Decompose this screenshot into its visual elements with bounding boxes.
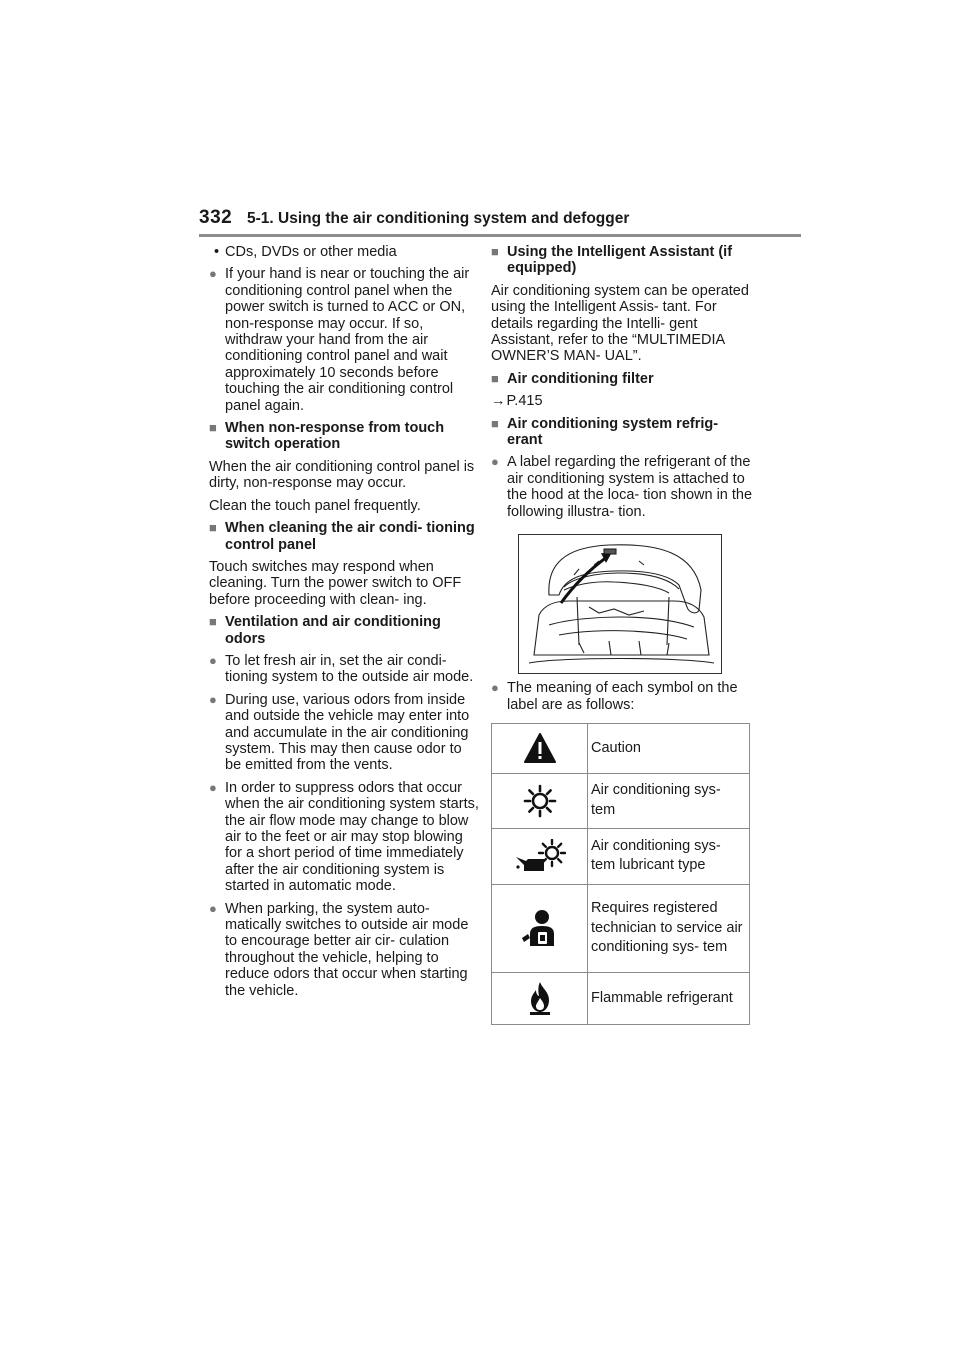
arrow-right-icon: → — [491, 393, 506, 410]
right-column — [491, 244, 753, 1025]
table-row — [492, 884, 750, 972]
snowflake-icon — [523, 793, 557, 809]
technician-icon — [520, 920, 560, 936]
table-row — [492, 972, 750, 1024]
symbol-table — [491, 723, 750, 1025]
symbol-label: Caution — [588, 723, 750, 773]
flame-icon — [527, 990, 553, 1006]
list-item: ● If your hand is near or touching the air conditioning control panel when the power switch is turned to ACC or ON, non-response may occur. If so, withdraw your hand from the air conditioning control panel and wait approximately 10 seconds before touching the air conditioning control panel again. — [209, 266, 481, 414]
paragraph: Clean the touch panel frequently. — [209, 497, 421, 514]
page-reference-link[interactable]: P.415 — [506, 393, 543, 410]
table-row — [492, 828, 750, 884]
list-item: ● A label regarding the refrigerant of the air conditioning system is attached to the hood at the loca- tion shown in the following illustra- tion. — [491, 454, 753, 520]
page-number: 332 — [199, 207, 233, 228]
table-row — [492, 723, 750, 773]
section-title: 5-1. Using the air conditioning system and defogger — [247, 210, 630, 227]
header-divider — [199, 234, 801, 237]
symbol-label: Requires registered technician to service air conditioning sys- tem — [588, 884, 750, 972]
paragraph: When the air conditioning control panel is dirty, non-response may occur. — [209, 458, 475, 492]
list-item: • CDs, DVDs or other media — [209, 244, 481, 260]
page-header — [199, 207, 801, 235]
list-item: ● When parking, the system auto- matically switches to outside air mode to encourage better air cir- culation throughout the vehicle, helping to reduce odors that occur when starting the vehicle. — [209, 901, 481, 999]
subheading: ■ When cleaning the air condi- tioning control panel — [209, 520, 481, 553]
subheading: ■ Using the Intelligent Assistant (if equipped) — [491, 244, 753, 277]
page-reference — [491, 393, 753, 409]
warning-triangle-icon — [523, 740, 557, 756]
list-item: ● The meaning of each symbol on the label are as follows: — [491, 680, 753, 713]
symbol-label: Air conditioning sys- tem lubricant type — [588, 828, 750, 884]
list-item: ● In order to suppress odors that occur when the air conditioning system starts, the air flow mode may change to blow air to the feet or air may stop blowing for a short period of time immediately after the air conditioning system is started in automatic mode. — [209, 780, 481, 895]
subheading: ■ Air conditioning filter — [491, 371, 753, 387]
paragraph: Air conditioning system can be operated using the Intelligent Assis- tant. For details regarding the Intelli- gent Assistant, refer to the “MULTIMEDIA OWNER’S MAN- UAL”. — [491, 282, 749, 365]
left-column — [209, 244, 481, 1005]
symbol-label: Air conditioning sys- tem — [588, 773, 750, 828]
table-row — [492, 773, 750, 828]
list-item: ● During use, various odors from inside and outside the vehicle may enter into and accumulate in the air conditioning system. This may then cause odor to be emitted from the vents. — [209, 692, 481, 774]
car-hood-open-icon — [519, 535, 721, 673]
list-item: ● To let fresh air in, set the air condi- tioning system to the outside air mode. — [209, 653, 481, 686]
paragraph: Touch switches may respond when cleaning. Turn the power switch to OFF before proceeding with clean- ing. — [209, 558, 462, 608]
symbol-label: Flammable refrigerant — [588, 972, 750, 1024]
subheading: ■ Air conditioning system refrig- erant — [491, 416, 753, 449]
subheading: ■ Ventilation and air conditioning odors — [209, 614, 481, 647]
hood-label-illustration — [518, 534, 722, 674]
oil-can-snowflake-icon — [514, 848, 566, 864]
subheading: ■ When non-response from touch switch operation — [209, 420, 481, 453]
